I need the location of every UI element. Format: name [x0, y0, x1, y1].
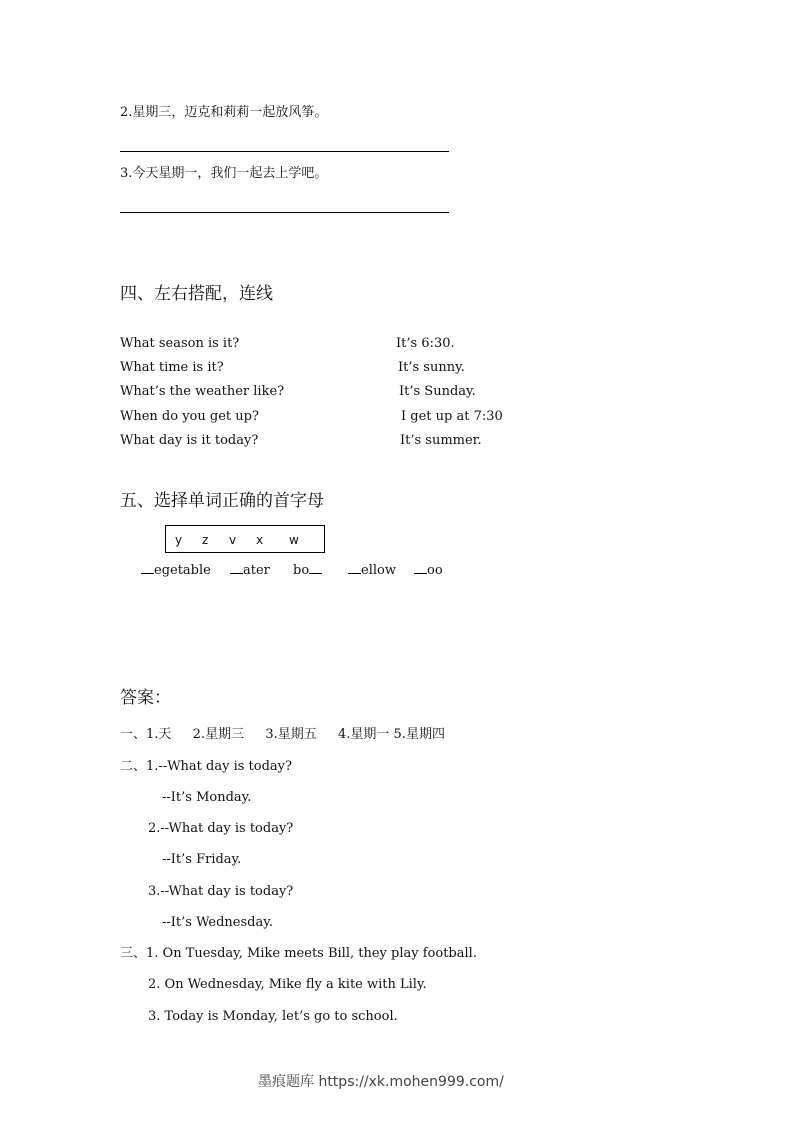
match-question: What season is it? [120, 336, 240, 351]
blank-line [348, 561, 361, 574]
answers-heading: 答案： [120, 688, 171, 708]
letter-choice: z [202, 533, 209, 547]
answer-line: 一、1.天 2.星期三 3.星期五 4.星期一 5.星期四 [120, 727, 445, 742]
letter-choice: y [175, 533, 183, 547]
match-answer: It’s summer. [400, 433, 482, 448]
letter-choice: x [256, 533, 264, 547]
section-5-heading: 五、选择单词正确的首字母 [120, 491, 324, 511]
blank-line [414, 561, 427, 574]
match-answer: It’s sunny. [398, 360, 465, 375]
answer-line-2 [120, 151, 449, 152]
letter-choice: v [229, 533, 237, 547]
word-blank-5 [414, 561, 443, 579]
word-fragment: ellow [361, 563, 396, 578]
answer-line: 二、1.--What day is today? [120, 759, 292, 774]
answer-line: 三、1. On Tuesday, Mike meets Bill, they play football. [120, 946, 477, 961]
word-blank-4 [348, 561, 396, 579]
match-question: What time is it? [120, 360, 224, 375]
word-fragment: oo [427, 563, 443, 578]
footer-watermark: 墨痕题库 https://xk.mohen999.com/ [258, 1074, 504, 1090]
section-4-heading: 四、左右搭配，连线 [120, 284, 273, 304]
match-answer: It’s 6:30. [396, 336, 455, 351]
translation-item-3: 3.今天星期一，我们一起去上学吧。 [120, 166, 328, 181]
answer-line: --It’s Friday. [162, 852, 242, 867]
letter-choice: w [289, 533, 299, 547]
blank-line [309, 561, 322, 574]
word-fragment: bo [293, 563, 310, 578]
match-question: What’s the weather like? [120, 384, 285, 399]
answer-line-3 [120, 212, 449, 213]
translation-item-2: 2.星期三，迈克和莉莉一起放风筝。 [120, 105, 328, 120]
blank-line [141, 561, 154, 574]
match-answer: It’s Sunday. [399, 384, 476, 399]
blank-line [230, 561, 243, 574]
answer-line: --It’s Monday. [162, 790, 252, 805]
letter-choices-box [165, 525, 325, 553]
match-question: When do you get up? [120, 409, 259, 424]
answer-line: 2.--What day is today? [148, 821, 294, 836]
word-fragment: ater [243, 563, 270, 578]
answer-line: 3.--What day is today? [148, 884, 294, 899]
match-question: What day is it today? [120, 433, 259, 448]
answer-line: 2. On Wednesday, Mike fly a kite with Lily. [148, 977, 427, 992]
word-blank-2 [230, 561, 270, 579]
word-blank-1 [141, 561, 211, 579]
word-blank-3 [293, 561, 322, 579]
answer-line: --It’s Wednesday. [162, 915, 273, 930]
match-answer: I get up at 7:30 [401, 409, 503, 424]
answer-line: 3. Today is Monday, let’s go to school. [148, 1009, 398, 1024]
word-fragment: egetable [154, 563, 211, 578]
